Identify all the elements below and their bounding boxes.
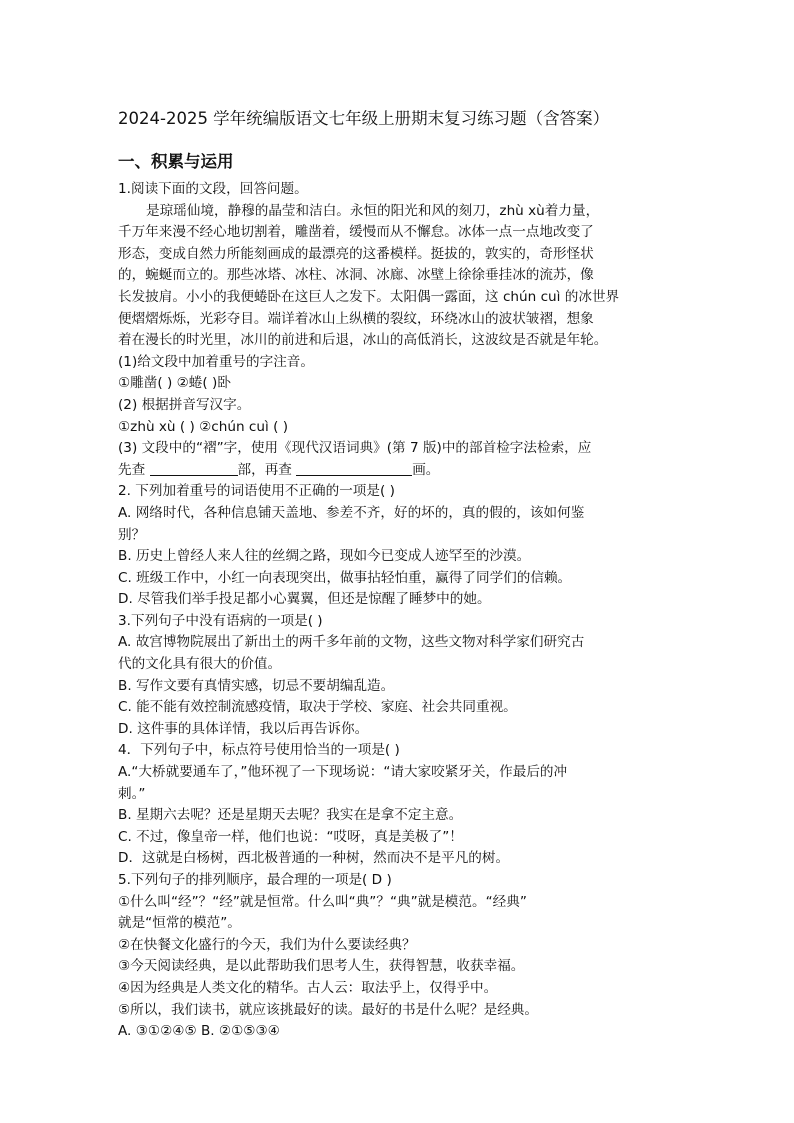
option-line: C. 班级工作中，小红一向表现突出，做事拈轻怕重，赢得了同学们的信赖。 xyxy=(118,569,572,586)
sub-question-1-answers: ①雕凿( ) ②蜷( )卧 xyxy=(118,375,231,392)
option-line: D. 尽管我们举手投足都小心翼翼，但还是惊醒了睡梦中的她。 xyxy=(118,591,491,608)
passage-line: 便熠熠烁烁，光彩夺目。端详着冰山上纵横的裂纹，环绕冰山的波状皱褶，想象 xyxy=(118,310,594,327)
question-5-stem: 5.下列句子的排列顺序，最合理的一项是( D ) xyxy=(118,872,392,888)
sentence-line: ④因为经典是人类文化的精华。古人云：取法乎上，仅得乎中。 xyxy=(118,979,498,996)
sentence-line: ⑤所以，我们读书，就应该挑最好的读。最好的书是什么呢？是经典。 xyxy=(118,1001,538,1018)
sub-question-3: (3) 文段中的“褶”字，使用《现代汉语词典》(第 7 版)中的部首检字法检索，应 xyxy=(118,440,592,457)
document-body xyxy=(118,179,684,1043)
option-line: A. 故宫博物院展出了新出土的两千多年前的文物，这些文物对科学家们研究古 xyxy=(118,634,585,651)
passage-line: 的，蜿蜒而立的。那些冰塔、冰柱、冰洞、冰廊、冰壁上徐徐垂挂冰的流苏，像 xyxy=(118,267,594,284)
passage-line: 是琼瑶仙境，静穆的晶莹和洁白。永恒的阳光和风的刻刀，zhù xù着力量， xyxy=(146,202,600,219)
option-line: 代的文化具有很大的价值。 xyxy=(118,656,282,673)
option-line: B. 星期六去呢？还是星期天去呢？我实在是拿不定主意。 xyxy=(118,807,463,824)
sub-question-3-blanks xyxy=(118,460,684,482)
option-line: A. ③①②④⑤ B. ②①⑤③④ xyxy=(118,1023,280,1040)
option-line: B. 历史上曾经人来人往的丝绸之路，现如今已变成人迹罕至的沙漠。 xyxy=(118,548,531,565)
blank-suffix: 画。 xyxy=(412,461,440,478)
sub-question-2-answers: ①zhù xù ( ) ②chún cuì ( ) xyxy=(118,418,289,435)
passage-line: 着在漫长的时光里，冰川的前进和后退，冰山的高低消长，这波纹是否就是年轮。 xyxy=(118,332,608,349)
option-line: A. 网络时代，各种信息铺天盖地、参差不齐，好的坏的，真的假的，该如何鉴 xyxy=(118,504,585,521)
sentence-line: ②在快餐文化盛行的今天，我们为什么要读经典？ xyxy=(118,936,416,953)
passage-line: 长发披肩。小小的我便蜷卧在这巨人之发下。太阳偶一露面，这 chún cuì 的冰世界 xyxy=(118,288,620,305)
sentence-line: 就是“恒常的模范”。 xyxy=(118,915,241,932)
blank-prefix: 先查 xyxy=(118,461,150,478)
document-title: 2024-2025 学年统编版语文七年级上册期末复习练习题（含答案） xyxy=(118,109,610,128)
option-line: C. 不过，像皇帝一样，他们也说：“哎呀，真是美极了”！ xyxy=(118,828,463,845)
option-line: D. 这件事的具体详情，我以后再告诉你。 xyxy=(118,720,369,737)
question-4-stem: 4．下列句子中，标点符号使用恰当的一项是( ) xyxy=(118,742,400,759)
passage-line: 千万年来漫不经心地切割着，雕凿着，缓慢而从不懈怠。冰体一点一点地改变了 xyxy=(118,224,594,241)
question-3-stem: 3.下列句子中没有语病的一项是( ) xyxy=(118,612,323,629)
sub-question-1: (1)给文段中加着重号的字注音。 xyxy=(118,353,314,370)
blank-middle: 部，再查 xyxy=(237,461,297,478)
option-line: C. 能不能有效控制流感疫情，取决于学校、家庭、社会共同重视。 xyxy=(118,699,517,716)
answer-blank[interactable] xyxy=(150,461,238,476)
passage-line: 形态，变成自然力所能刻画成的最漂亮的这番模样。挺拔的，敦实的，奇形怪状 xyxy=(118,245,594,262)
option-line: 别？ xyxy=(118,526,146,543)
sentence-line: ①什么叫“经”？“经”就是恒常。什么叫“典”？“典”就是模范。“经典” xyxy=(118,893,527,910)
option-line: B. 写作文要有真情实感，切忌不要胡编乱造。 xyxy=(118,677,395,694)
option-line: D．这就是白杨树，西北极普通的一种树，然而决不是平凡的树。 xyxy=(118,850,510,867)
section-heading: 一、积累与运用 xyxy=(118,152,234,171)
option-line: A.“大桥就要通车了，”他环视了一下现场说：“请大家咬紧牙关，作最后的冲 xyxy=(118,764,568,781)
question-1-stem: 1.阅读下面的文段，回答问题。 xyxy=(118,181,308,197)
sentence-line: ③今天阅读经典，是以此帮助我们思考人生，获得智慧，收获幸福。 xyxy=(118,958,525,975)
question-2-stem: 2. 下列加着重号的词语使用不正确的一项是( ) xyxy=(118,483,395,500)
sub-question-2: (2) 根据拼音写汉字。 xyxy=(118,396,251,413)
option-line: 刺。” xyxy=(118,785,146,802)
answer-blank[interactable] xyxy=(296,461,412,476)
